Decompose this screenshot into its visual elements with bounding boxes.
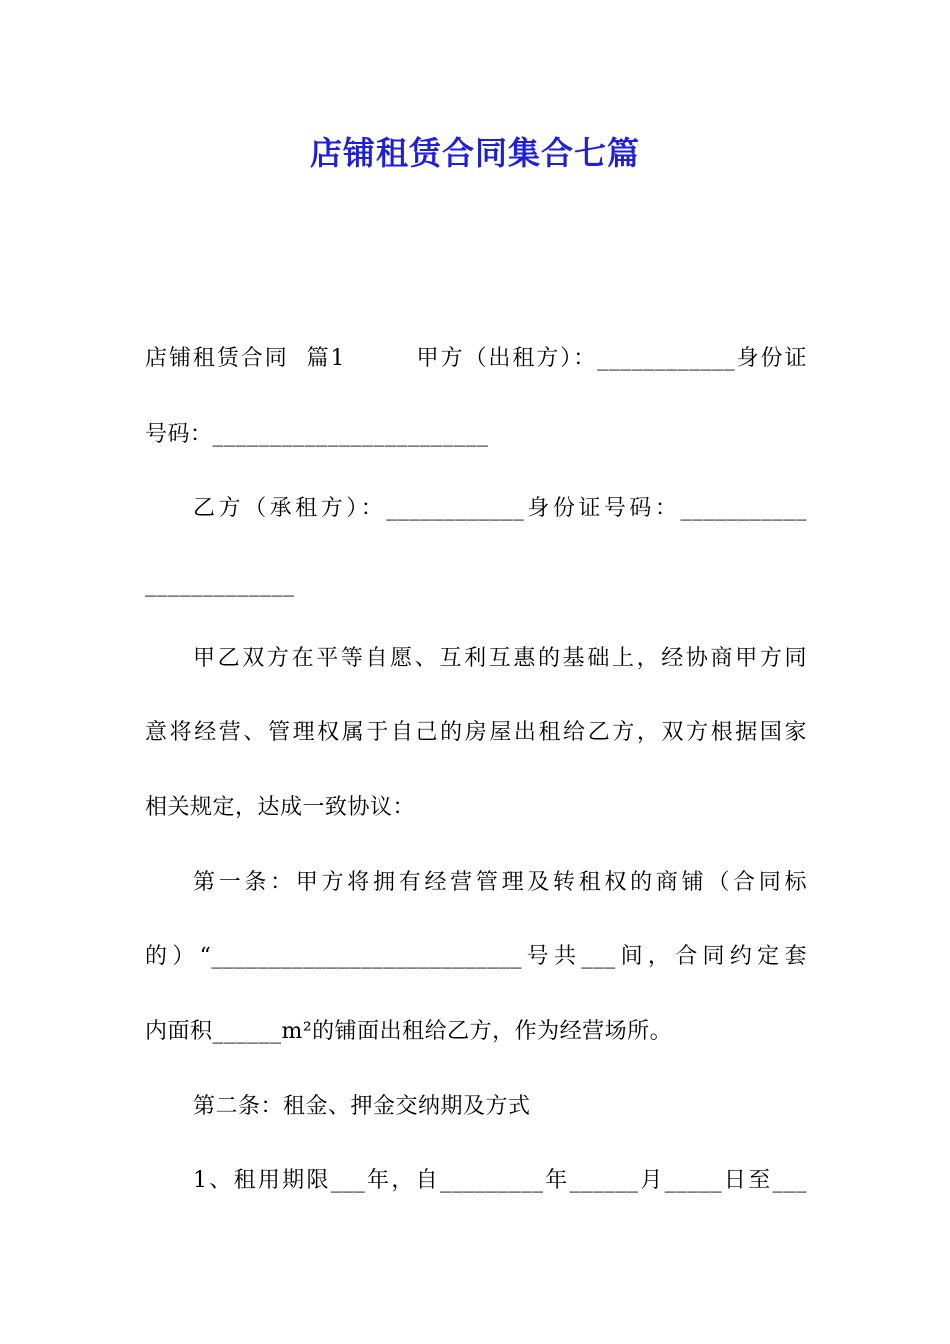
- paragraph-line-8: 第一条：甲方将拥有经营管理及转租权的商铺（合同标: [193, 870, 807, 895]
- paragraph-line-10: 内面积______m²的铺面出租给乙方，作为经营场所。: [145, 1019, 673, 1044]
- paragraph-line-12: 1、租用期限___年，自_________年______月_____日至___: [193, 1168, 807, 1193]
- paragraph-line-5: 甲乙双方在平等自愿、互利互惠的基础上，经协商甲方同: [193, 646, 807, 671]
- document-title: 店铺租赁合同集合七篇: [309, 134, 640, 172]
- paragraph-line-3: 乙方（承租方）：____________身份证号码：___________: [193, 496, 807, 521]
- paragraph-line-7: 相关规定，达成一致协议：: [145, 795, 416, 820]
- paragraph-line-6: 意将经营、管理权属于自己的房屋出租给乙方，双方根据国家: [145, 720, 807, 745]
- paragraph-line-11: 第二条：租金、押金交纳期及方式: [193, 1094, 531, 1119]
- paragraph-line-2: 号码：________________________: [145, 422, 489, 447]
- paragraph-line-4: _____________: [145, 572, 295, 597]
- paragraph-line-1: 店铺租赁合同 篇1 甲方（出租方）：____________身份证: [145, 346, 807, 371]
- paragraph-line-9: 的）“___________________________号共___间，合同约定套: [145, 944, 807, 969]
